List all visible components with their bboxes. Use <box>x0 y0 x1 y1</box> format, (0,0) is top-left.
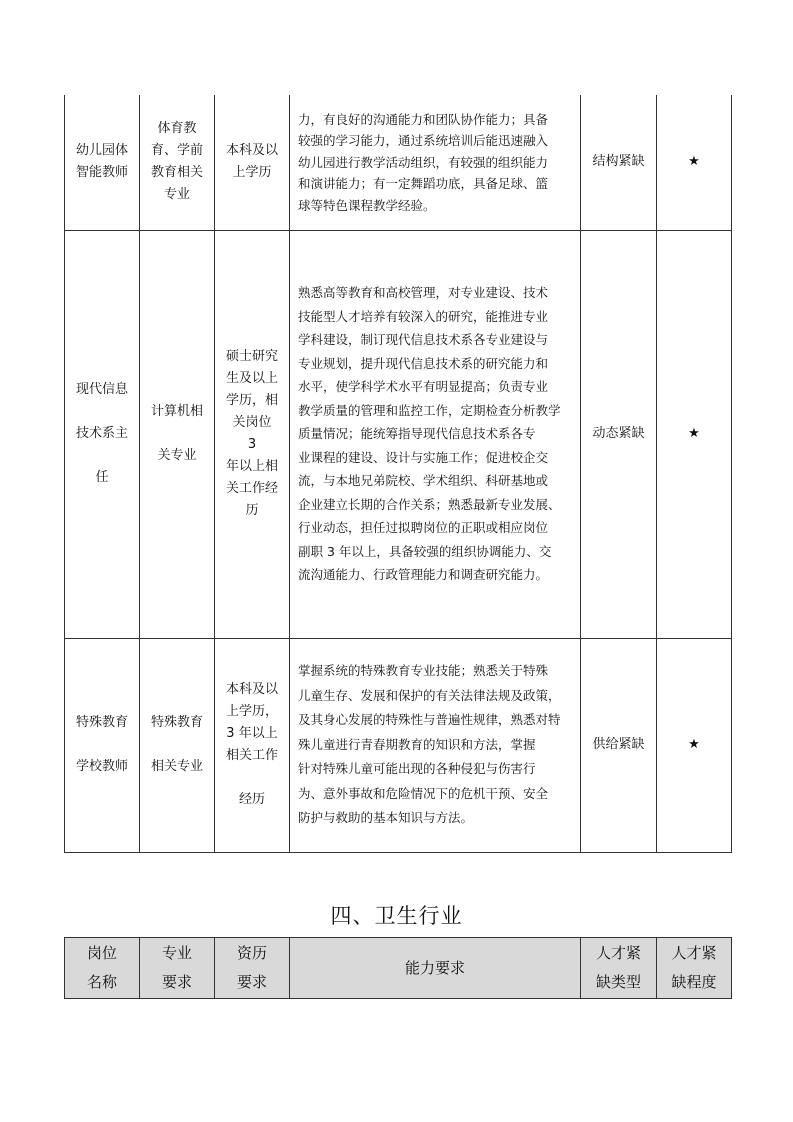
ability-cell: 掌握系统的特殊教育专业技能；熟悉关于特殊 儿童生存、发展和保护的有关法律法规及政策， 及其身心发展的特殊性与普遍性规律，熟悉对特 殊儿童进行青春期教育的知识和方法，掌握 针对特殊儿童可能出现的各种侵犯与伤害行 为、意外事故和危险情况下的危机干预、安全 防护与救助的基本知识与方法。 <box>290 638 581 852</box>
table-row <box>65 95 732 230</box>
ability-cell: 力，有良好的沟通能力和团队协作能力；具备 较强的学习能力，通过系统培训后能迅速融入 幼儿园进行教学活动组织，有较强的组织能力 和演讲能力；有一定舞蹈功底，具备足球、篮 球等特色课程教学经验。 <box>290 95 581 230</box>
table-row <box>65 638 732 852</box>
section-title: 四、卫生行业 <box>330 904 463 928</box>
shortage-type-cell: 结构紧缺 <box>581 95 657 230</box>
health-industry-table <box>64 937 732 999</box>
header-ability: 能力要求 <box>290 938 581 999</box>
star-icon: ★ <box>688 154 700 170</box>
shortage-level-cell <box>657 230 732 638</box>
shortage-level-cell <box>657 95 732 230</box>
education-cell: 硕士研究 生及以上 学历，相 关岗位 3 年以上相 关工作经 历 <box>215 230 290 638</box>
header-shortage-type: 人才紧 缺类型 <box>581 938 657 999</box>
header-position: 岗位 名称 <box>65 938 140 999</box>
star-icon: ★ <box>688 426 700 441</box>
major-cell: 特殊教育 相关专业 <box>140 638 215 852</box>
shortage-level-cell <box>657 638 732 852</box>
position-cell: 现代信息 技术系主 任 <box>65 230 140 638</box>
ability-cell: 熟悉高等教育和高校管理，对专业建设、技术 技能型人才培养有较深入的研究，能推进专业 学科建设，制订现代信息技术系各专业建设与 专业规划，提升现代信息技术系的研究能力和 水平，使学科学术水平有明显提高；负责专业 教学质量的管理和监控工作，定期检查分析教学 质量情况；能统筹指导现代信息技术系各专 业课程的建设、设计与实施工作；促进校企交 流，与本地兄弟院校、学术组织、科研基地或 企业建立长期的合作关系；熟悉最新专业发展、 行业动态，担任过拟聘岗位的正职或相应岗位 副职 3 年以上，具备较强的组织协调能力、交 流沟通能力、行政管理能力和调查研究能力。 <box>290 230 581 638</box>
star-icon: ★ <box>688 737 700 752</box>
talent-table-continued <box>64 95 732 853</box>
shortage-type-cell: 供给紧缺 <box>581 638 657 852</box>
major-cell: 计算机相 关专业 <box>140 230 215 638</box>
education-cell: 本科及以 上学历， 3 年以上 相关工作 经历 <box>215 638 290 852</box>
table-header-row <box>65 938 732 999</box>
header-shortage-level: 人才紧 缺程度 <box>657 938 732 999</box>
position-cell: 特殊教育 学校教师 <box>65 638 140 852</box>
position-cell: 幼儿园体 智能教师 <box>65 95 140 230</box>
shortage-type-cell: 动态紧缺 <box>581 230 657 638</box>
major-cell: 体育教 育、学前 教育相关 专业 <box>140 95 215 230</box>
table-row <box>65 230 732 638</box>
header-major: 专业 要求 <box>140 938 215 999</box>
education-cell: 本科及以 上学历 <box>215 95 290 230</box>
header-education: 资历 要求 <box>215 938 290 999</box>
